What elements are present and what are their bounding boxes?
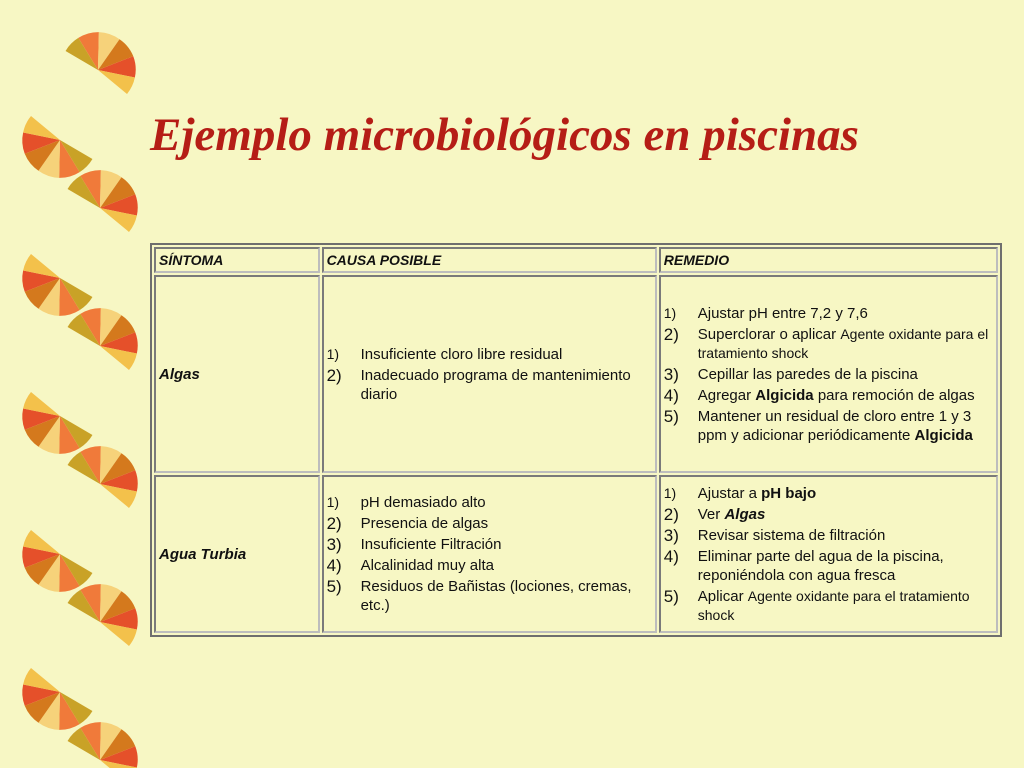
item-number: 4)	[663, 546, 679, 566]
text-part: Superclorar o aplicar	[697, 325, 841, 343]
list-item	[327, 535, 652, 554]
list-item	[327, 345, 652, 364]
table-row	[154, 475, 998, 633]
item-number: 3)	[663, 364, 679, 384]
item-text: Eliminar parte del agua de la piscina, reponiéndola con agua fresca	[697, 547, 944, 584]
text-part: Aplicar	[697, 587, 748, 605]
item-number: 3)	[326, 535, 342, 554]
item-number: 1)	[326, 494, 340, 510]
item-text: Revisar sistema de filtración	[697, 526, 886, 544]
list-item	[327, 577, 652, 615]
cause-cell	[322, 275, 657, 473]
item-number: 5)	[663, 586, 679, 606]
text-part: Ver	[697, 505, 725, 523]
text-part: para remoción de algas	[813, 386, 975, 404]
text-part-small: Agente oxidante para el tratamiento shock	[697, 325, 989, 361]
text-part: Ajustar a	[697, 484, 762, 502]
symptom-cell: Agua Turbia	[154, 475, 320, 633]
list-item	[327, 556, 652, 575]
ribbon-left-column	[8, 116, 93, 744]
header-remedy: REMEDIO	[659, 247, 998, 273]
remedy-cell	[659, 275, 998, 473]
slide-title: Ejemplo microbiológicos en piscinas	[150, 109, 859, 161]
item-text: Insuficiente cloro libre residual	[360, 345, 563, 363]
header-cause: CAUSA POSIBLE	[322, 247, 657, 273]
item-number: 1)	[663, 304, 677, 321]
item-number: 2)	[326, 365, 342, 385]
text-part-bold: pH bajo	[761, 484, 817, 502]
item-number: 1)	[663, 484, 677, 501]
remedy-cell	[659, 475, 998, 633]
item-text: Residuos de Bañistas (lociones, cremas, etc.)	[360, 578, 632, 614]
list-item	[664, 386, 993, 405]
item-number: 2)	[663, 324, 679, 344]
item-text	[698, 325, 993, 363]
text-part: Agregar	[697, 386, 756, 404]
table-row	[154, 275, 998, 473]
list-item	[327, 514, 652, 533]
text-part-bold: Algicida	[755, 386, 814, 404]
item-number: 1)	[326, 345, 340, 362]
wavy-ribbon-decoration	[0, 0, 140, 768]
item-text	[698, 484, 993, 503]
ribbon-right-column	[65, 18, 140, 768]
table-header-row	[154, 247, 998, 273]
item-text	[698, 407, 993, 445]
remedy-list	[664, 304, 993, 445]
list-item	[664, 365, 993, 384]
item-number: 3)	[663, 525, 679, 545]
list-item	[664, 304, 993, 323]
symptoms-table	[150, 243, 1002, 637]
item-number: 4)	[663, 385, 679, 405]
item-text	[698, 587, 993, 625]
item-text: pH demasiado alto	[360, 494, 486, 511]
item-number: 2)	[663, 504, 679, 524]
text-part: Mantener un residual de cloro entre 1 y 3 ppm y adicionar periódicamente	[697, 407, 972, 444]
item-text	[698, 386, 993, 405]
list-item	[664, 407, 993, 445]
item-text: Alcalinidad muy alta	[360, 557, 494, 574]
item-text: Inadecuado programa de mantenimiento diario	[360, 366, 631, 403]
item-text: Presencia de algas	[360, 515, 489, 532]
item-text: Ajustar pH entre 7,2 y 7,6	[697, 304, 868, 322]
list-item	[664, 526, 993, 545]
list-item	[327, 366, 652, 404]
list-item	[664, 587, 993, 625]
text-part-bold: Algicida	[914, 426, 973, 444]
list-item	[327, 493, 652, 512]
list-item	[664, 325, 993, 363]
cause-list	[327, 493, 652, 615]
cause-list	[327, 345, 652, 404]
item-text: Insuficiente Filtración	[360, 536, 502, 553]
item-number: 2)	[326, 514, 342, 533]
header-symptom: SÍNTOMA	[154, 247, 320, 273]
cause-cell	[322, 475, 657, 633]
list-item	[664, 484, 993, 503]
item-number: 5)	[326, 577, 342, 596]
remedy-list	[664, 484, 993, 625]
item-text	[698, 505, 993, 524]
item-text: Cepillar las paredes de la piscina	[697, 365, 918, 383]
symptom-cell: Algas	[154, 275, 320, 473]
text-part-small: Agente oxidante para el tratamiento shock	[697, 587, 970, 623]
list-item	[664, 547, 993, 585]
item-number: 4)	[326, 556, 342, 575]
text-part-bold-italic: Algas	[724, 505, 766, 523]
item-number: 5)	[663, 406, 679, 426]
list-item	[664, 505, 993, 524]
